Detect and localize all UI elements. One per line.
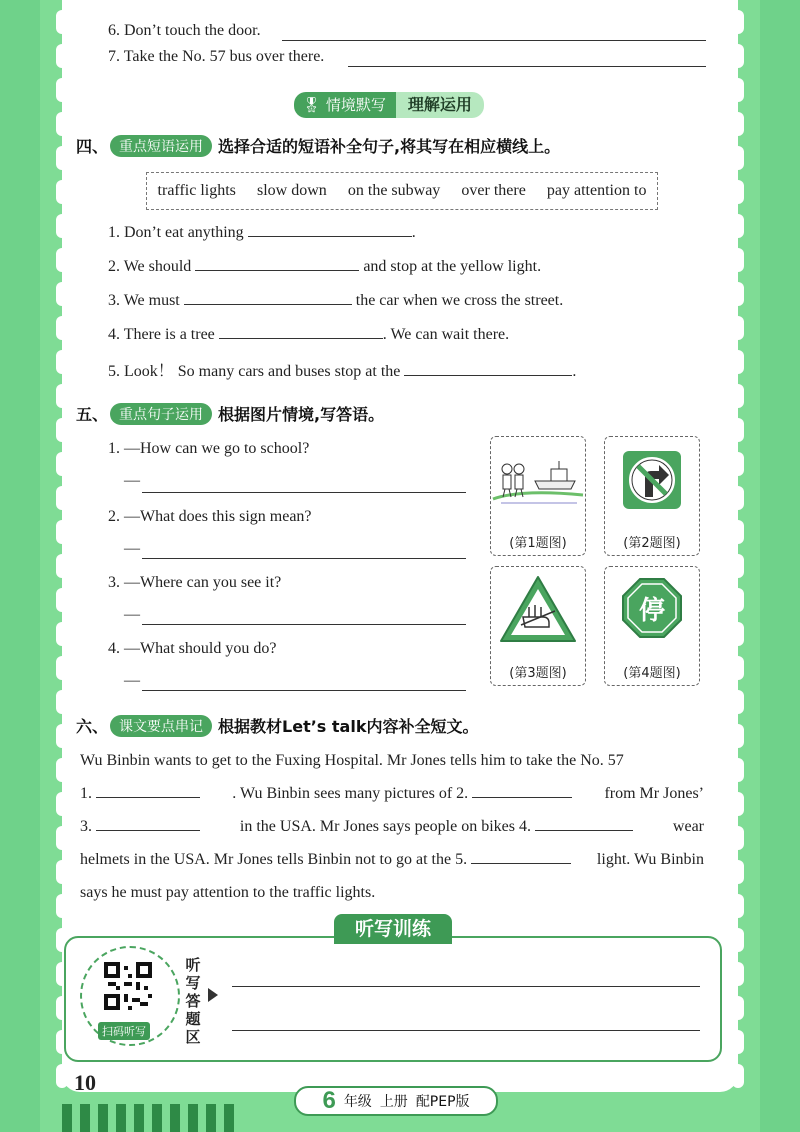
wave-bump — [56, 656, 68, 680]
wave-bump — [56, 112, 68, 136]
qr-code-icon[interactable] — [104, 962, 152, 1010]
wave-bump — [56, 622, 68, 646]
top-sentence-6 — [108, 22, 261, 40]
wave-bump — [732, 826, 744, 850]
label-char: 区 — [185, 1028, 201, 1046]
banner-right: 理解运用 — [396, 92, 484, 118]
scan-label: 扫码听写 — [98, 1022, 150, 1040]
answer-line[interactable] — [142, 558, 466, 559]
wave-bump — [732, 44, 744, 68]
wave-bump — [732, 180, 744, 204]
question-3 — [108, 574, 281, 592]
wave-bump — [56, 384, 68, 408]
right-wave-border — [732, 0, 744, 1090]
wave-bump — [732, 724, 744, 748]
answer-blank[interactable] — [195, 256, 359, 271]
wave-bump — [732, 248, 744, 272]
answer-line[interactable] — [142, 492, 466, 493]
answer-area-label — [184, 956, 202, 1046]
dash: — — [124, 472, 140, 489]
item-text: 4. There is a tree — [108, 326, 215, 343]
section-5-header — [76, 402, 384, 425]
answer-line[interactable] — [142, 690, 466, 691]
wave-bump — [732, 146, 744, 170]
phrase: slow down — [257, 182, 327, 199]
wave-bump — [56, 44, 68, 68]
answer-blank[interactable] — [471, 849, 571, 864]
wave-bump — [732, 656, 744, 680]
picture-caption: (第1题图) — [509, 536, 567, 551]
page-number: 10 — [74, 1070, 96, 1095]
picture-2 — [604, 436, 700, 556]
fill-item-2 — [108, 256, 541, 276]
footer-stripe — [188, 1104, 198, 1132]
wave-bump — [732, 690, 744, 714]
fill-item-5 — [108, 358, 576, 381]
dash: — — [124, 606, 140, 623]
sentence-text: 7. Take the No. 57 bus over there. — [108, 48, 325, 65]
question-2 — [108, 508, 312, 526]
wave-bump — [732, 316, 744, 340]
question-text: 2. —What does this sign mean? — [108, 508, 312, 525]
wave-bump — [732, 350, 744, 374]
banner-left — [294, 92, 396, 118]
stop-sign-icon — [605, 567, 699, 657]
section-instruction: 根据图片情境,写答语。 — [218, 405, 385, 424]
picture-caption: (第4题图) — [623, 666, 681, 681]
wave-bump — [732, 10, 744, 34]
wave-bump — [56, 486, 68, 510]
answer-dash — [124, 472, 140, 490]
left-wave-border — [56, 0, 68, 1090]
passage-line — [80, 810, 704, 843]
question-text: 3. —Where can you see it? — [108, 574, 282, 591]
passage-text: 3. — [80, 818, 92, 835]
wave-bump — [56, 826, 68, 850]
hand-warning-sign-icon — [491, 567, 585, 657]
footer-stripe — [62, 1104, 72, 1132]
wave-bump — [732, 622, 744, 646]
item-text: . We can wait there. — [382, 326, 510, 343]
wave-bump — [56, 758, 68, 782]
phrase: over there — [461, 182, 526, 199]
passage-text: 1. — [80, 785, 92, 802]
passage-text: from Mr Jones’ — [604, 785, 704, 802]
top-sentence-7 — [108, 48, 324, 66]
footer-stripe — [116, 1104, 126, 1132]
item-text: 2. We should — [108, 258, 192, 275]
wave-bump — [732, 894, 744, 918]
wave-bump — [732, 758, 744, 782]
answer-blank[interactable] — [472, 783, 572, 798]
picture-caption: (第3题图) — [509, 666, 567, 681]
footer-stripe — [134, 1104, 144, 1132]
wave-bump — [732, 554, 744, 578]
passage-text: wear — [672, 818, 704, 835]
picture-3 — [490, 566, 586, 686]
wave-bump — [56, 316, 68, 340]
answer-blank[interactable] — [248, 222, 412, 237]
wave-bump — [732, 384, 744, 408]
answer-dash — [124, 606, 140, 624]
wave-bump — [56, 588, 68, 612]
wave-bump — [732, 520, 744, 544]
phrase-box — [146, 172, 658, 210]
answer-blank[interactable] — [96, 816, 200, 831]
section-tag: 课文要点串记 — [110, 715, 212, 737]
answer-blank[interactable] — [96, 783, 200, 798]
wave-bump — [56, 894, 68, 918]
passage-line — [80, 744, 704, 777]
section-4-header — [76, 134, 560, 157]
wave-bump — [56, 78, 68, 102]
section-tag: 重点短语运用 — [110, 135, 212, 157]
wave-bump — [732, 860, 744, 884]
wave-bump — [732, 282, 744, 306]
label-char: 答 — [185, 992, 201, 1010]
answer-blank[interactable] — [184, 290, 352, 305]
fill-item-3 — [108, 290, 563, 310]
phrase: traffic lights — [157, 182, 236, 199]
footer-stripe — [152, 1104, 162, 1132]
answer-line[interactable] — [282, 40, 706, 41]
label-char: 写 — [185, 974, 201, 992]
wave-bump — [732, 214, 744, 238]
answer-blank[interactable] — [219, 324, 383, 339]
grade-suffix: 年级 — [343, 1094, 372, 1110]
wave-bump — [56, 792, 68, 816]
edition-label: 配PEP版 — [415, 1094, 470, 1110]
section-6-header — [76, 714, 478, 737]
wave-bump — [56, 282, 68, 306]
listening-answer-line[interactable] — [232, 1030, 700, 1031]
walking-children-ferry-illustration — [491, 437, 585, 527]
question-text: 1. —How can we go to school? — [108, 440, 310, 457]
label-char: 题 — [185, 1010, 201, 1028]
section-number: 六、 — [76, 717, 109, 736]
wave-bump — [732, 996, 744, 1020]
wave-bump — [732, 792, 744, 816]
section-number: 四、 — [76, 137, 109, 156]
passage-text: says he must pay attention to the traffic lights. — [80, 884, 376, 901]
answer-blank[interactable] — [535, 816, 633, 831]
listening-title: 听写训练 — [334, 914, 452, 944]
item-text: 3. We must — [108, 292, 180, 309]
dash: — — [124, 672, 140, 689]
footer-stripe — [98, 1104, 108, 1132]
fill-item-4 — [108, 324, 509, 344]
label-char: 听 — [185, 956, 201, 974]
wave-bump — [56, 452, 68, 476]
wave-bump — [56, 350, 68, 374]
grade-number: 6 — [322, 1087, 336, 1114]
item-text: and stop at the yellow light. — [363, 258, 542, 275]
section-instruction: 选择合适的短语补全句子,将其写在相应横线上。 — [218, 137, 561, 156]
wave-bump — [732, 962, 744, 986]
section-instruction: 根据教材Let’s talk内容补全短文。 — [218, 717, 479, 736]
wave-bump — [732, 588, 744, 612]
answer-line[interactable] — [348, 66, 706, 67]
wave-bump — [56, 146, 68, 170]
wave-bump — [56, 180, 68, 204]
section-tag: 重点句子运用 — [110, 403, 212, 425]
passage-text: . Wu Binbin sees many pictures of 2. — [232, 785, 469, 802]
wave-bump — [56, 418, 68, 442]
wave-bump — [56, 214, 68, 238]
passage-text: helmets in the USA. Mr Jones tells Binbin not to go at the 5. — [80, 851, 468, 868]
wave-bump — [56, 554, 68, 578]
wave-bump — [56, 1064, 68, 1088]
passage-line — [80, 876, 704, 909]
footer-stripe — [80, 1104, 90, 1132]
item-text: the car when we cross the street. — [355, 292, 564, 309]
question-4 — [108, 640, 276, 658]
stop-sign-text: 停 — [638, 596, 666, 626]
answer-dash — [124, 540, 140, 558]
footer-stripe — [206, 1104, 216, 1132]
answer-blank[interactable] — [404, 361, 572, 376]
phrase: pay attention to — [546, 182, 647, 199]
wave-bump — [732, 1064, 744, 1088]
wave-bump — [56, 248, 68, 272]
cloze-passage — [80, 744, 704, 909]
sentence-text: 6. Don’t touch the door. — [108, 22, 261, 39]
medal-icon: 🎖 — [302, 96, 322, 114]
fill-item-1 — [108, 222, 416, 242]
passage-text: in the USA. Mr Jones says people on bikes 4. — [239, 818, 531, 835]
question-1 — [108, 440, 309, 458]
item-text: 5. Look！ So many cars and buses stop at the — [108, 363, 401, 380]
section-number: 五、 — [76, 405, 109, 424]
banner-left-text: 情境默写 — [325, 96, 386, 114]
wave-bump — [732, 1030, 744, 1054]
wave-bump — [732, 928, 744, 952]
passage-line — [80, 843, 704, 876]
answer-dash — [124, 672, 140, 690]
item-text: 1. Don’t eat anything — [108, 224, 244, 241]
no-right-turn-sign-icon — [605, 437, 699, 527]
item-text: . — [411, 224, 416, 241]
dash: — — [124, 540, 140, 557]
passage-line — [80, 777, 704, 810]
wave-bump — [732, 486, 744, 510]
section-banner — [294, 92, 484, 118]
wave-bump — [56, 860, 68, 884]
wave-bump — [56, 724, 68, 748]
wave-bump — [56, 690, 68, 714]
footer-stripes — [62, 1104, 262, 1132]
wave-bump — [56, 520, 68, 544]
listening-answer-line[interactable] — [232, 986, 700, 987]
wave-bump — [732, 112, 744, 136]
footer-stripe — [170, 1104, 180, 1132]
wave-bump — [56, 10, 68, 34]
footer-edition-pill — [294, 1086, 498, 1116]
answer-line[interactable] — [142, 624, 466, 625]
arrow-right-icon — [208, 988, 218, 1002]
picture-caption: (第2题图) — [623, 536, 681, 551]
question-text: 4. —What should you do? — [108, 640, 277, 657]
passage-text: light. Wu Binbin — [596, 851, 704, 868]
passage-text: Wu Binbin wants to get to the Fuxing Hospital. Mr Jones tells him to take the No. 57 — [80, 752, 624, 769]
volume-label: 上册 — [379, 1094, 408, 1110]
picture-1 — [490, 436, 586, 556]
footer-stripe — [224, 1104, 234, 1132]
item-text: . — [572, 363, 577, 380]
picture-4 — [604, 566, 700, 686]
wave-bump — [732, 418, 744, 442]
wave-bump — [732, 452, 744, 476]
wave-bump — [732, 78, 744, 102]
phrase: on the subway — [347, 182, 441, 199]
